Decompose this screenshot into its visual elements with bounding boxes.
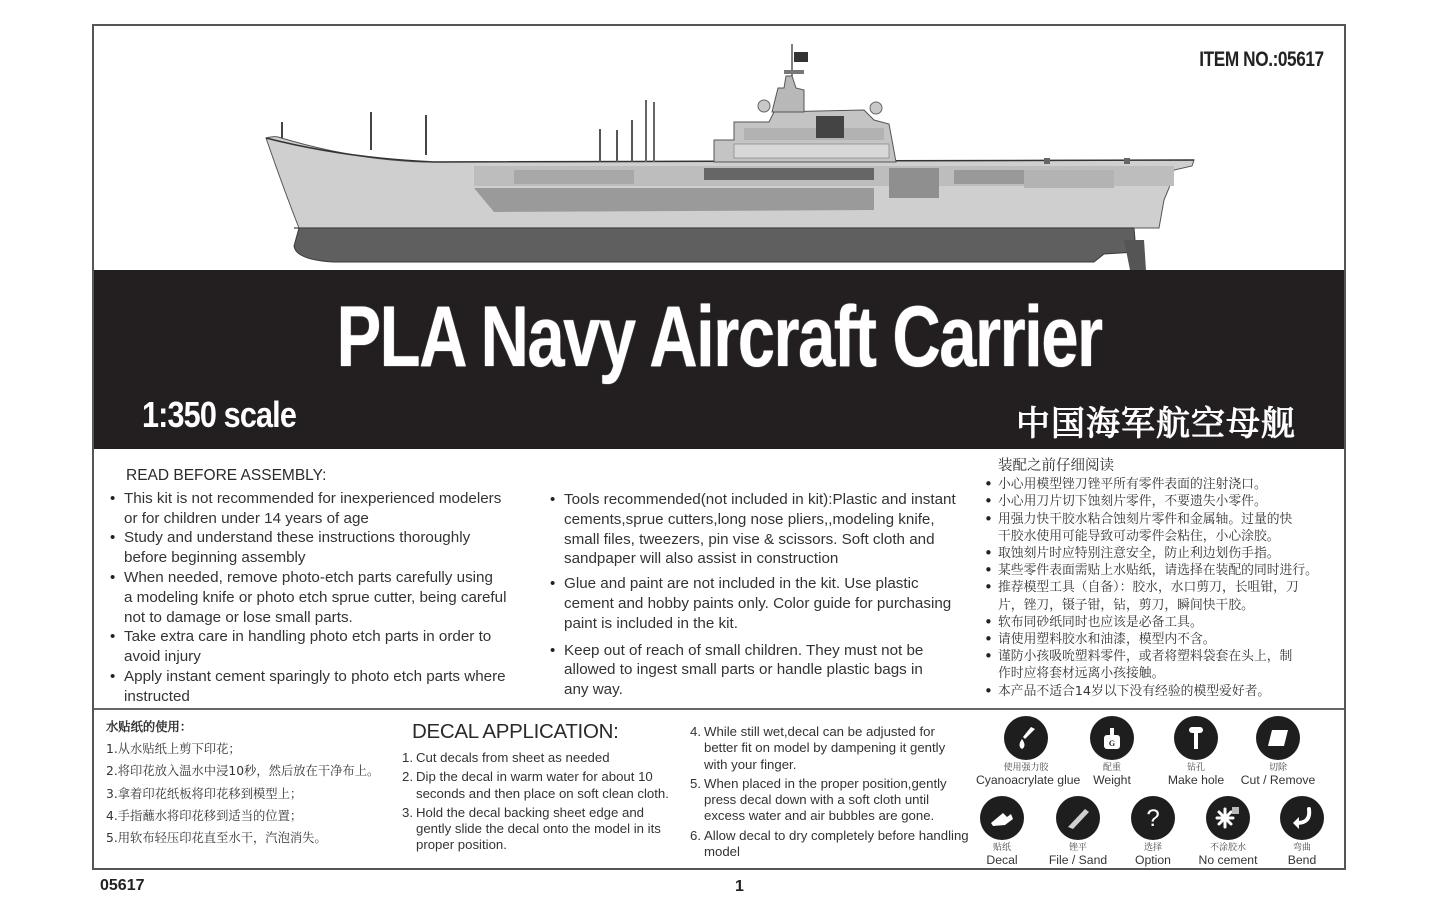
warning-item-cn: • 小心用刀片切下蚀刻片零件，不要遗失小零件。 bbox=[984, 493, 1344, 510]
cut-icon bbox=[1256, 716, 1300, 760]
read-before-assembly-section bbox=[110, 466, 540, 707]
decal-step: 5. When placed in the proper position,gently press decal down with a soft cloth until excess water and air bubbles are gone. bbox=[690, 775, 947, 824]
warning-item: • Apply instant cement sparingly to photo etch parts where instructed bbox=[110, 667, 540, 707]
scale-label: 1:350 scale bbox=[142, 394, 296, 435]
weight-icon bbox=[1090, 716, 1134, 760]
decal-application-heading: DECAL APPLICATION: bbox=[412, 720, 619, 743]
warning-item-cn: • 本产品不适合14岁以下没有经验的模型爱好者。 bbox=[984, 683, 1344, 700]
decal-chinese-step: 3.拿着印花纸板将印花移到模型上； bbox=[106, 786, 303, 801]
question-icon bbox=[1131, 796, 1175, 840]
bend-icon bbox=[1280, 796, 1324, 840]
legend-decal: 贴纸 Decal bbox=[952, 796, 1052, 867]
legend-cut-remove: 切除 Cut / Remove bbox=[1228, 716, 1328, 787]
decal-step: 6. Allow decal to dry completely before handling model bbox=[690, 827, 969, 860]
decal-chinese-step: 2.将印花放入温水中浸10秒，然后放在干净布上。 bbox=[106, 764, 380, 779]
page-number: 1 bbox=[735, 878, 744, 895]
decal-steps-left bbox=[402, 750, 687, 857]
warning-item-cn: • 推荐模型工具（自备）：胶水，水口剪刀，长咀钳，刀 片，锉刀，镊子钳，钻，剪刀，瞬间快干胶。 bbox=[984, 579, 1344, 613]
warning-item-cn: • 某些零件表面需贴上水贴纸，请选择在装配的同时进行。 bbox=[984, 562, 1344, 579]
legend-file-sand: 锉平 File / Sand bbox=[1028, 796, 1128, 867]
decal-step: 3. Hold the decal backing sheet edge and gently slide the decal onto the model in its proper position. bbox=[402, 804, 661, 853]
warning-item-cn: • 软布同砂纸同时也应该是必备工具。 bbox=[984, 614, 1344, 631]
decal-chinese-heading: 水贴纸的使用： bbox=[106, 720, 193, 734]
title-banner bbox=[94, 270, 1344, 449]
warning-item-cn: • 取蚀刻片时应特别注意安全，防止利边划伤手指。 bbox=[984, 545, 1344, 562]
legend-cyanoacrylate-glue: 使用强力胶 Cyanoacrylate glue bbox=[976, 716, 1076, 787]
aircraft-carrier-illustration bbox=[264, 40, 1204, 272]
warning-item: • When needed, remove photo-etch parts carefully using a modeling knife or photo etch sprue cutter, being careful not to damage or lose small parts. bbox=[110, 568, 540, 627]
warning-item-cn: • 用强力快干胶水粘合蚀刻片零件和金属轴。过量的快 干胶水使用可能导致可动零件会粘住，小心涂胶。 bbox=[984, 511, 1344, 545]
item-number: ITEM NO.:05617 bbox=[1199, 48, 1324, 71]
svg-text:?: ? bbox=[1146, 805, 1160, 832]
decal-icon bbox=[980, 796, 1024, 840]
section-divider bbox=[94, 708, 1344, 710]
instruction-sheet bbox=[92, 24, 1346, 870]
tools-section bbox=[550, 490, 982, 700]
decal-chinese-step: 4.手指蘸水将印花移到适当的位置； bbox=[106, 808, 303, 823]
read-before-heading: READ BEFORE ASSEMBLY: bbox=[126, 467, 327, 484]
decal-step: 1. Cut decals from sheet as needed bbox=[402, 750, 610, 765]
glue-drop-icon bbox=[1004, 716, 1048, 760]
product-title: PLA Navy Aircraft Carrier bbox=[336, 289, 1102, 385]
warning-item: • Take extra care in handling photo etch parts in order to avoid injury bbox=[110, 627, 540, 667]
warning-item-cn: • 请使用塑料胶水和油漆，模型内不含。 bbox=[984, 631, 1344, 648]
drill-icon bbox=[1174, 716, 1218, 760]
file-icon bbox=[1056, 796, 1100, 840]
legend-weight: G 配重 Weight bbox=[1062, 716, 1162, 787]
legend-make-hole: 钻孔 Make hole bbox=[1146, 716, 1246, 787]
warning-item: • This kit is not recommended for inexperienced modelers or for children under 14 years of age bbox=[110, 489, 540, 529]
legend-no-cement: 不涂胶水 No cement bbox=[1178, 796, 1278, 867]
no-cement-icon bbox=[1206, 796, 1250, 840]
decal-chinese-step: 1.从水贴纸上剪下印花； bbox=[106, 742, 241, 757]
product-title-chinese: 中国海军航空母舰 bbox=[1016, 404, 1296, 444]
decal-step: 4. While still wet,decal can be adjusted for better fit on model by dampening it gently with your finger. bbox=[690, 724, 946, 772]
warning-item-cn: • 小心用模型锉刀锉平所有零件表面的注射浇口。 bbox=[984, 476, 1344, 493]
symbol-legend bbox=[976, 716, 1346, 866]
tools-item: • Tools recommended(not included in kit):Plastic and instant cements,sprue cutters,long nose pliers,,modeling knife, small files, tweezers, pin vise & scissors. Soft cloth and sandpaper will also assist in construction bbox=[550, 490, 982, 569]
legend-bend: 弯曲 Bend bbox=[1252, 796, 1352, 867]
svg-text:G: G bbox=[1108, 739, 1116, 748]
tools-item: • Glue and paint are not included in the kit. Use plastic cement and hobby paints only. Color guide for purchasing paint is included in the kit. bbox=[550, 574, 982, 633]
decal-step: 2. Dip the decal in warm water for about 10 seconds and then place on soft clean cloth. bbox=[402, 769, 669, 801]
footer-item-code: 05617 bbox=[100, 877, 145, 894]
warning-item: • Study and understand these instructions thoroughly before beginning assembly bbox=[110, 528, 540, 568]
warning-item-cn: • 谨防小孩吸吮塑料零件，或者将塑料袋套在头上，制 作时应将套材远离小孩接触。 bbox=[984, 648, 1344, 682]
read-before-chinese-section bbox=[984, 458, 1344, 700]
read-before-chinese-heading: 装配之前仔细阅读 bbox=[998, 458, 1114, 474]
tools-item: • Keep out of reach of small children. They must not be allowed to ingest small parts or handle plastic bags in any way. bbox=[550, 641, 982, 700]
decal-instructions-chinese bbox=[106, 716, 379, 849]
legend-option: ? 选择 Option bbox=[1103, 796, 1203, 867]
decal-steps-right bbox=[690, 724, 990, 863]
decal-chinese-step: 5.用软布轻压印花直至水干，汽泡消失。 bbox=[106, 831, 327, 846]
